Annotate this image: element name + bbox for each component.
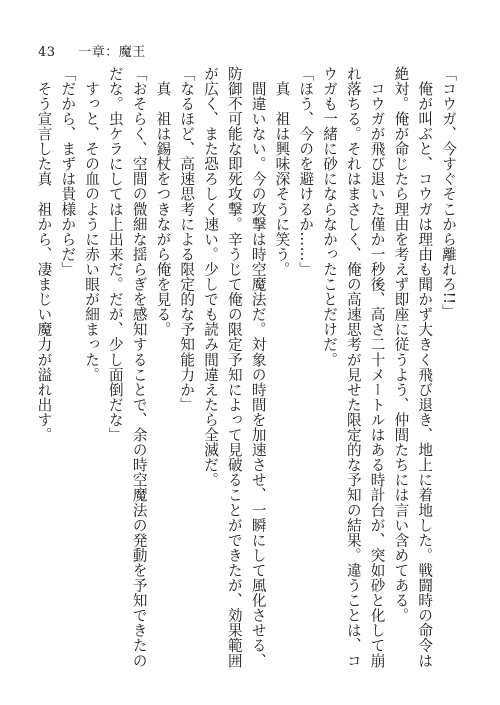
text-line: そう宣言した真 祖から、凄まじい魔力が溢れ出す。: [35, 66, 53, 443]
text-line: 真 祖は錫杖をつきながら俺を見る。: [154, 66, 172, 337]
text-line: 俺が叫ぶと、コウガは理由も聞かず大きく飛び退き、地上に着地した。戦闘時の命令は: [416, 66, 434, 668]
text-line: が広く、また恐ろしく速い。少しでも読み間違えたら全滅だ。: [202, 66, 220, 488]
text-line: 間違いない。今の攻撃は時空魔法だ。対象の時間を加速させ、一瞬にして風化させる、: [249, 66, 267, 668]
text-line: れ落ちる。それはまさしく、俺の高速思考が見せた限定的な予知の結果。違うことは、コ: [344, 66, 362, 668]
text-line: 「なるほど、高速思考による限定的な予知能力か」: [178, 66, 196, 413]
running-head: [38, 41, 146, 60]
page-number: 43: [38, 45, 56, 60]
text-line: すっと、その血のように赤い眼が細まった。: [83, 66, 101, 383]
text-line: 真 祖は興味深そうに笑う。: [273, 66, 291, 277]
text-line: ウガも一緒に砂にならなかったことだけだ。: [321, 66, 339, 367]
text-line: だな。虫ケラにしては上出来だ。だが、少し面倒だな」: [106, 66, 124, 443]
text-line: 「おそらく、空間の微細な揺らぎを感知することで、余の時空魔法の発動を予知できたの: [130, 66, 148, 668]
chapter-title: 一章：魔王: [78, 45, 146, 60]
vertical-text-block: [32, 66, 460, 676]
text-line: 「ほう、今のを避けるか……」: [297, 66, 315, 277]
text-line: コウガが飛び退いた僅か一秒後、高さ二十メートルはある時計台が、突如砂と化して崩: [368, 66, 386, 668]
text-line: 防御不可能な即死攻撃。辛うじて俺の限定予知によって見破ることができたが、効果範囲: [225, 66, 243, 668]
text-line: 「コウガ、今すぐそこから離れろ!!」: [440, 66, 457, 320]
text-line: 「だから、まずは貴様からだ」: [59, 66, 77, 277]
text-line: 絶対。俺が命じたら理由を考えず即座に従うよう、仲間たちには言い含めてある。: [392, 66, 410, 623]
